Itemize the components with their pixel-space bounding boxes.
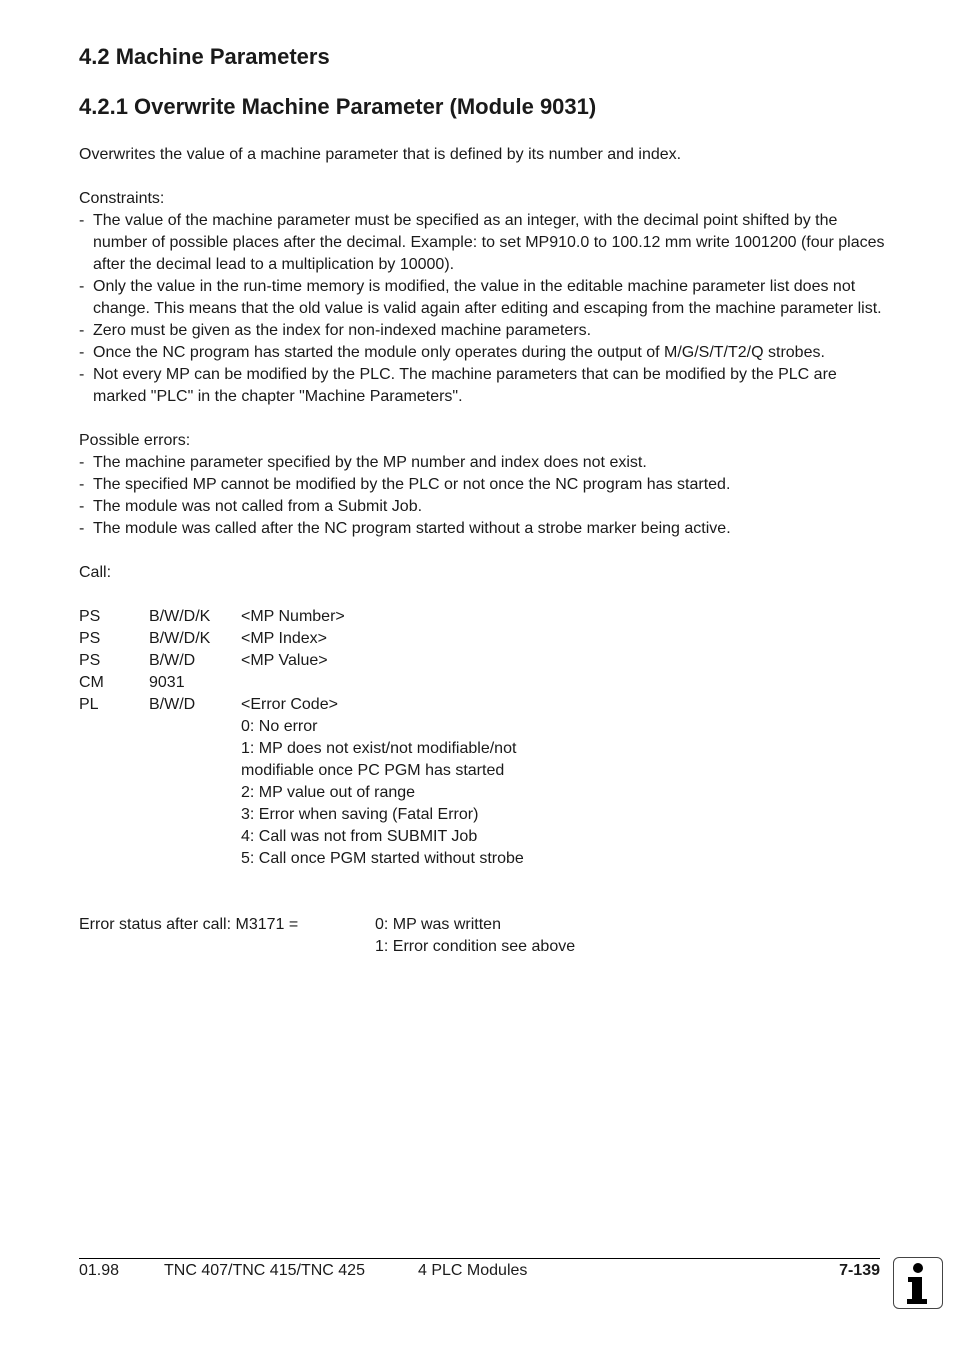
list-item: 4: Call was not from SUBMIT Job bbox=[241, 828, 478, 845]
list-item: - The value of the machine parameter must be specified as an integer, with the decimal point shifted by the number of possible places after the decimal. Example: to set MP910.0 to 100.12 mm write 1001200 (four places after the decimal lead to a multiplication by 10000). bbox=[79, 210, 889, 276]
call-cell: PS bbox=[79, 608, 101, 625]
list-item: - The module was not called from a Submit Job. bbox=[79, 496, 889, 518]
table-row bbox=[79, 628, 524, 650]
footer-date: 01.98 bbox=[79, 1262, 120, 1279]
call-cell: <Error Code> bbox=[241, 696, 338, 713]
call-cell: PL bbox=[79, 696, 99, 713]
call-cell bbox=[241, 672, 524, 694]
footer-divider bbox=[79, 1258, 880, 1259]
list-item: - The module was called after the NC program started without a strobe marker being active. bbox=[79, 518, 889, 540]
table-row bbox=[79, 716, 524, 870]
list-item: 1: Error condition see above bbox=[375, 938, 576, 955]
list-item: 3: Error when saving (Fatal Error) bbox=[241, 806, 479, 823]
list-item: - Not every MP can be modified by the PLC. The machine parameters that can be modified by the PLC are marked "PLC" in the chapter "Machine Parameters". bbox=[79, 364, 889, 408]
list-item: modifiable once PC PGM has started bbox=[241, 762, 505, 779]
list-item: - The machine parameter specified by the MP number and index does not exist. bbox=[79, 452, 889, 474]
call-cell: 9031 bbox=[149, 674, 185, 691]
call-table bbox=[79, 606, 524, 870]
section-heading: 4.2 Machine Parameters bbox=[79, 44, 330, 69]
call-cell: B/W/D bbox=[149, 652, 196, 669]
table-row bbox=[79, 650, 524, 672]
list-item: - The specified MP cannot be modified by the PLC or not once the NC program has started. bbox=[79, 474, 889, 496]
call-cell: CM bbox=[79, 674, 104, 691]
call-cell: PS bbox=[79, 652, 101, 669]
list-item: - Only the value in the run-time memory is modified, the value in the editable machine parameter list does not change. This means that the old value is valid again after editing and escaping from the machine parameter list. bbox=[79, 276, 889, 320]
intro-paragraph: Overwrites the value of a machine parameter that is defined by its number and index. bbox=[79, 146, 682, 163]
table-row bbox=[79, 672, 524, 694]
list-item: 5: Call once PGM started without strobe bbox=[241, 850, 524, 867]
call-cell: <MP Index> bbox=[241, 630, 327, 647]
call-cell: <MP Number> bbox=[241, 608, 345, 625]
table-row bbox=[79, 694, 524, 716]
call-cell: PS bbox=[79, 630, 101, 647]
list-item: 2: MP value out of range bbox=[241, 784, 416, 801]
footer-chapter: 4 PLC Modules bbox=[418, 1262, 528, 1279]
constraints-list bbox=[79, 210, 889, 408]
error-status bbox=[79, 914, 889, 958]
constraints-label: Constraints: bbox=[79, 190, 165, 207]
page-footer bbox=[79, 1262, 880, 1284]
list-item: - Zero must be given as the index for non-indexed machine parameters. bbox=[79, 320, 889, 342]
subsection-heading: 4.2.1 Overwrite Machine Parameter (Module 9031) bbox=[79, 94, 597, 119]
call-cell: <MP Value> bbox=[241, 652, 328, 669]
call-cell: B/W/D/K bbox=[149, 608, 211, 625]
error-code-list bbox=[241, 716, 524, 870]
list-item: - Once the NC program has started the module only operates during the output of M/G/S/T/T2/Q strobes. bbox=[79, 342, 889, 364]
footer-model: TNC 407/TNC 415/TNC 425 bbox=[164, 1262, 365, 1279]
status-values bbox=[375, 914, 575, 958]
status-label: Error status after call: M3171 = bbox=[79, 916, 299, 933]
list-item: 0: No error bbox=[241, 718, 318, 735]
info-icon bbox=[893, 1257, 943, 1309]
call-label: Call: bbox=[79, 564, 112, 581]
errors-list bbox=[79, 452, 889, 540]
list-item: 0: MP was written bbox=[375, 916, 501, 933]
document-body bbox=[79, 144, 889, 958]
page-number: 7-139 bbox=[839, 1262, 880, 1279]
errors-label: Possible errors: bbox=[79, 432, 191, 449]
list-item: 1: MP does not exist/not modifiable/not bbox=[241, 740, 517, 757]
table-row bbox=[79, 606, 524, 628]
call-cell: B/W/D/K bbox=[149, 630, 211, 647]
call-cell: B/W/D bbox=[149, 696, 196, 713]
